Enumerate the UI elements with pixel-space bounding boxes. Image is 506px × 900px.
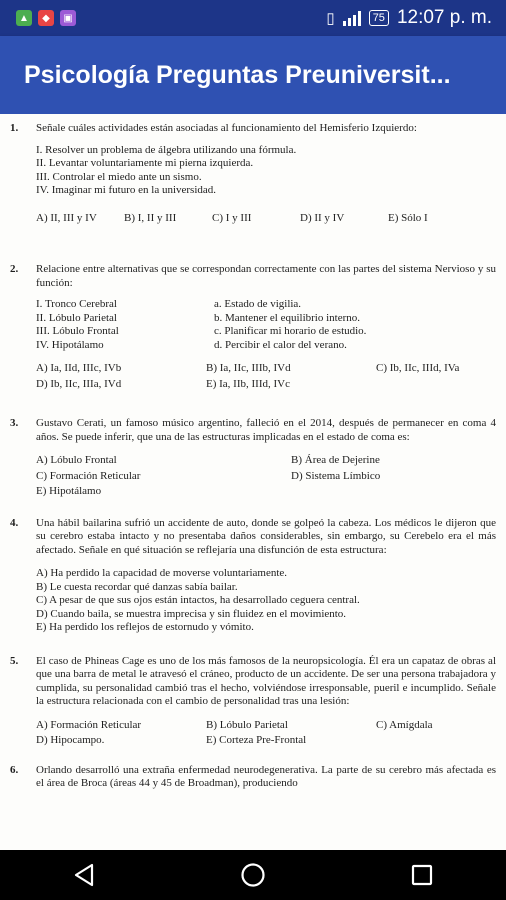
clock: 12:07 p. m.	[396, 7, 492, 28]
answer-option: C) A pesar de que sus ojos están intactos, ha desarrollado ceguera central.	[36, 594, 360, 606]
answer-option: A) II, III y IV	[36, 211, 97, 224]
answer-option: D) Ib, IIc, IIIa, IVd	[36, 377, 122, 390]
question-image[interactable]	[0, 114, 506, 850]
answer-option: B) Área de Dejerine	[291, 454, 380, 466]
question-text: Gustavo Cerati, un famoso músico argentino, falleció en el 2014, después de permanecer en coma 4 años. Se puede inferir, que una de las estructuras implicadas en el estado de coma es:	[36, 417, 496, 443]
answer-option: A) Formación Reticular	[36, 718, 142, 731]
question-number: 6.	[10, 763, 19, 776]
question-text: Relacione entre alternativas que se correspondan correctamente con las partes del sistema Nervioso y su función:	[36, 263, 496, 289]
question-text: Señale cuáles actividades están asociadas al funcionamiento del Hemisferio Izquierdo:	[36, 122, 417, 134]
answer-option: E) Sólo I	[388, 211, 428, 224]
question-number: 2.	[10, 263, 19, 275]
answer-option: D) Cuando baila, se muestra imprecisa y sin fluidez en el movimiento.	[36, 607, 347, 620]
recents-icon[interactable]	[392, 855, 452, 895]
list-item: II. Lóbulo Parietal	[36, 311, 117, 324]
answer-option: E) Corteza Pre-Frontal	[206, 734, 307, 746]
answer-option: A) Lóbulo Frontal	[36, 454, 117, 466]
back-icon[interactable]	[54, 855, 114, 895]
question-text: Orlando desarrolló una extraña enfermedad neurodegenerativa. La parte de su cerebro más afectada es el área de Broca (áreas 44 y 45 de Broadman), produciendo	[36, 763, 496, 789]
answer-option: B) Lóbulo Parietal	[206, 718, 288, 731]
question-2	[8, 263, 496, 391]
question-number: 3.	[10, 417, 19, 429]
list-item: III. Lóbulo Frontal	[36, 325, 119, 337]
vibrate-icon: ▯	[326, 10, 335, 27]
list-item: II. Levantar voluntariamente mi pierna izquierda.	[36, 157, 254, 169]
answer-option: D) Hipocampo.	[36, 734, 105, 746]
photo-icon: ▣	[60, 10, 76, 26]
question-6	[8, 764, 496, 791]
navigation-bar	[0, 850, 506, 900]
answer-option: E) Hipotálamo	[36, 485, 102, 497]
list-item: IV. Hipotálamo	[36, 338, 104, 351]
app-bar	[0, 36, 506, 114]
answer-option: B) I, II y III	[124, 211, 177, 224]
list-item: I. Tronco Cerebral	[36, 298, 117, 310]
answer-option: C) I y III	[212, 211, 252, 224]
list-item: a. Estado de vigilia.	[214, 298, 302, 310]
battery-icon: 75	[369, 10, 389, 26]
answer-option: E) Ha perdido los reflejos de estornudo y vómito.	[36, 621, 254, 633]
app-title: Psicología Preguntas Preuniversit...	[24, 60, 451, 89]
answer-option: C) Ib, IIc, IIId, IVa	[376, 362, 460, 374]
question-number: 4.	[10, 516, 19, 529]
question-text: El caso de Phineas Cage es uno de los más famosos de la neuropsicología. Él era un capataz de obras al que una barra de metal le atravesó el cráneo, producto de un accidente. De ser una persona trabajadora y cumplida, su personalidad cambió tras el hecho, volviéndose irresponsable, pueril e incumplido. Señale la estructura relacionada con el cambio de personalidad tras una lesión:	[36, 654, 496, 707]
answer-option: B) Le cuesta recordar qué danzas sabía bailar.	[36, 580, 238, 593]
status-bar	[0, 0, 506, 36]
answer-option: D) II y IV	[300, 211, 345, 224]
list-item: b. Mantener el equilibrio interno.	[214, 311, 361, 324]
question-3	[8, 417, 496, 499]
answer-option: C) Amígdala	[376, 718, 433, 731]
question-number: 1.	[10, 122, 19, 134]
question-4	[8, 517, 496, 635]
list-item: d. Percibir el calor del verano.	[214, 338, 347, 351]
image-icon: ◆	[38, 10, 54, 26]
list-item: c. Planificar mi horario de estudio.	[214, 325, 367, 337]
list-item: III. Controlar el miedo ante un sismo.	[36, 170, 202, 183]
question-number: 5.	[10, 654, 19, 667]
list-item: IV. Imaginar mi futuro en la universidad.	[36, 184, 217, 196]
question-1	[8, 122, 496, 225]
question-5	[8, 655, 496, 748]
list-item: I. Resolver un problema de álgebra utilizando una fórmula.	[36, 143, 297, 156]
answer-option: A) Ha perdido la capacidad de moverse voluntariamente.	[36, 567, 288, 579]
home-icon[interactable]	[223, 855, 283, 895]
answer-option: D) Sistema Límbico	[291, 469, 381, 482]
answer-option: C) Formación Reticular	[36, 469, 141, 482]
answer-option: B) Ia, IIc, IIIb, IVd	[206, 362, 291, 374]
app-icon: ▲	[16, 10, 32, 26]
answer-option: E) Ia, IIb, IIId, IVc	[206, 377, 290, 390]
question-text: Una hábil bailarina sufrió un accidente de auto, donde se golpeó la cabeza. Los médicos le dijeron que su cerebro estaba intacto y no presentaba daños considerables, sin embargo, su Cerebelo era el más afectado. Señale en qué situación se reflejaría una disfunción de esta estructura:	[36, 516, 496, 556]
signal-icon	[343, 10, 361, 26]
answer-option: A) Ia, IId, IIIc, IVb	[36, 362, 122, 374]
